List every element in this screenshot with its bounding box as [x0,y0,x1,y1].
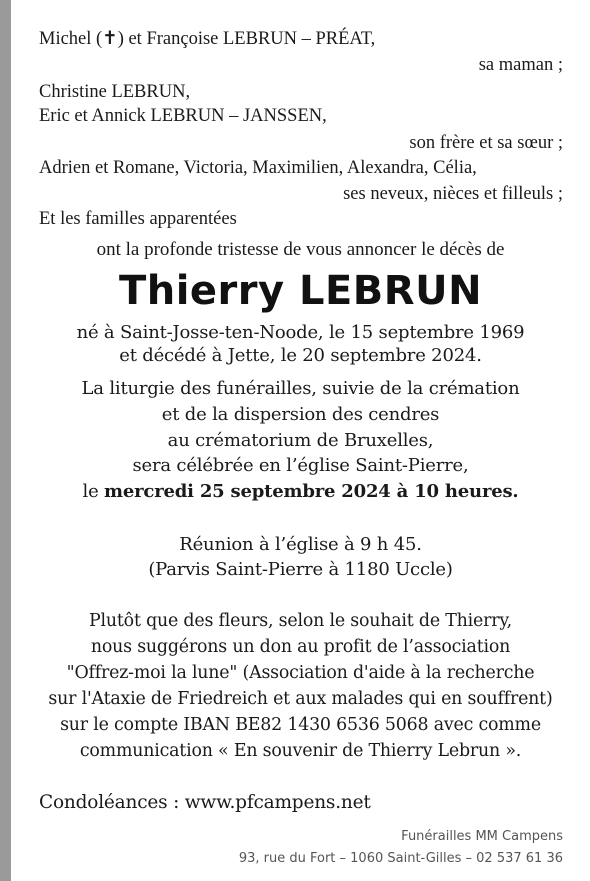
donation-line-1: Plutôt que des fleurs, selon le souhait de Thierry, [89,611,512,631]
family-siblings-role: son frère et sa sœur ; [409,133,563,153]
liturgy-line-1: La liturgie des funérailles, suivie de la crémation [81,378,520,399]
deceased-death: et décédé à Jette, le 20 septembre 2024. [119,345,482,366]
donation-line-6: communication « En souvenir de Thierry Lebrun ». [79,741,522,761]
donation-line-4: sur l'Ataxie de Friedreich et aux malades qui en souffrent) [48,689,553,709]
donation-line-2: nous suggérons un don au profit de l’association [90,637,511,657]
obituary-notice [11,0,590,881]
condolences-link[interactable]: Condoléances : www.pfcampens.net [39,792,371,813]
family-nephews: Adrien et Romane, Victoria, Maximilien, Alexandra, Célia, [39,158,477,178]
liturgy-line-5 [11,481,590,502]
meeting-location: (Parvis Saint-Pierre à 1180 Uccle) [148,559,453,580]
donation-line-3: "Offrez-moi la lune" (Association d'aide à la recherche [66,663,535,683]
donation-line-5: sur le compte IBAN BE82 1430 6536 5068 avec comme [60,715,541,735]
liturgy-line-2: et de la dispersion des cendres [161,404,440,425]
liturgy-date-prefix: le [82,481,105,502]
deceased-birth: né à Saint-Josse-ten-Noode, le 15 septembre 1969 [76,322,525,343]
family-parents-role: sa maman ; [478,55,563,75]
funeral-home-name: Funérailles MM Campens [401,829,563,844]
deceased-name: Thierry LEBRUN [118,268,483,314]
family-sibling-1: Christine LEBRUN, [39,82,191,102]
funeral-home-address: 93, rue du Fort – 1060 Saint-Gilles – 02 537 61 36 [238,851,563,866]
family-relatives: Et les familles apparentées [39,209,237,229]
liturgy-line-3: au crématorium de Bruxelles, [167,430,434,451]
liturgy-date: mercredi 25 septembre 2024 à 10 heures. [104,481,519,502]
left-border-bar [0,0,11,881]
family-sibling-2: Eric et Annick LEBRUN – JANSSEN, [39,106,327,126]
meeting-line-1: Réunion à l’église à 9 h 45. [179,534,422,555]
family-parents: Michel (✝) et Françoise LEBRUN – PRÉAT, [39,29,376,49]
liturgy-line-4: sera célébrée en l’église Saint-Pierre, [132,455,469,476]
announcement-text: ont la profonde tristesse de vous annoncer le décès de [96,239,505,260]
family-nephews-role: ses neveux, nièces et filleuls ; [343,184,563,204]
